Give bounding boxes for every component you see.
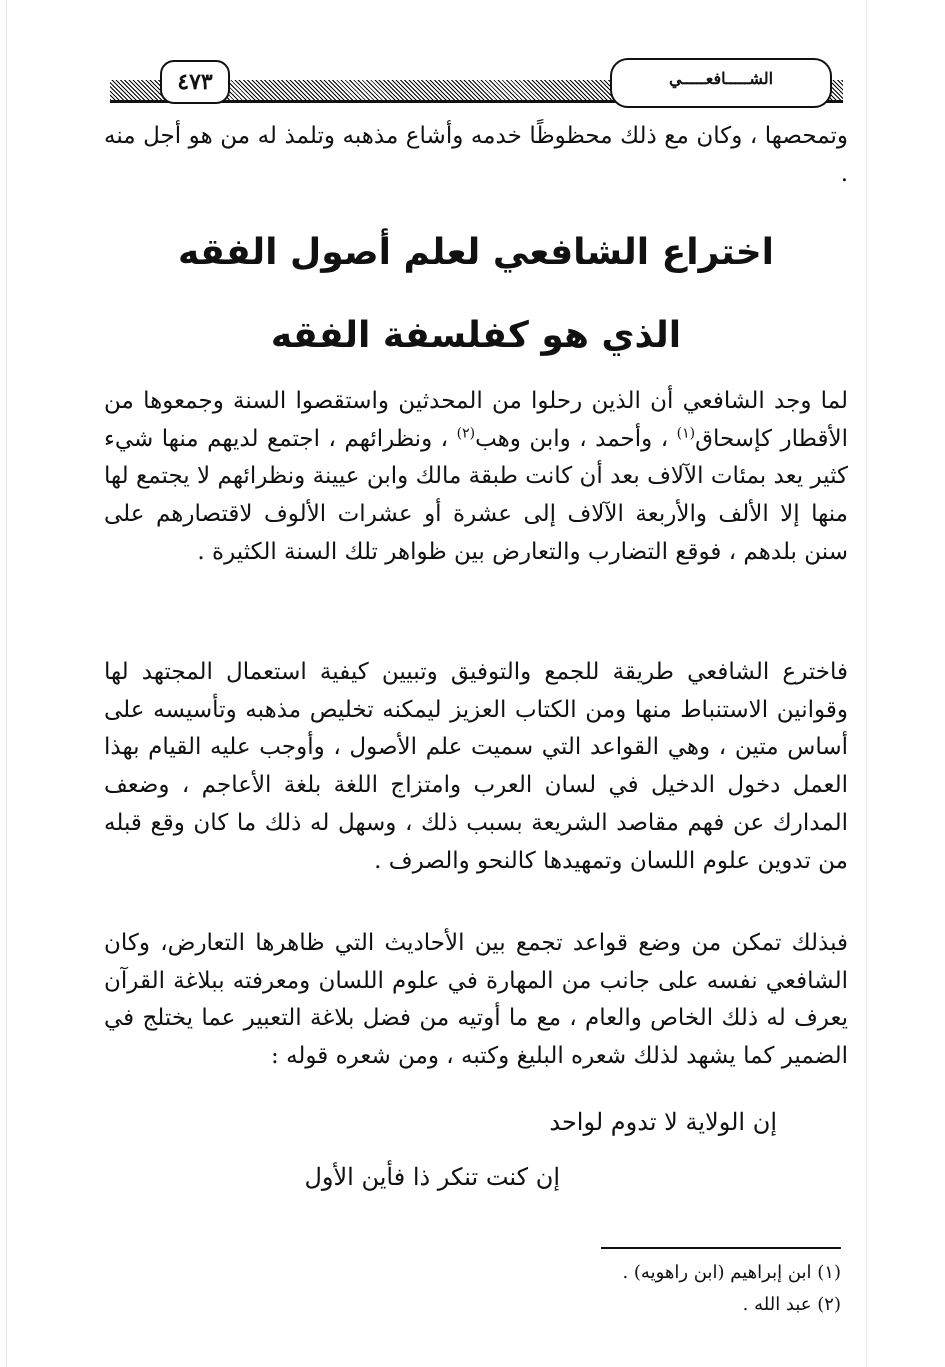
paragraph-2: فاخترع الشافعي طريقة للجمع والتوفيق وتبيين كيفية استعمال المجتهد لها وقوانين الاستنباط منها ومن الكتاب العزيز ليمكنه تخليص مذهبه وتأسيسه على أساس متين ، وهي القواعد التي سميت علم الأصول ، وأوجب عليه القيام بهذا العمل دخول الدخيل في لسان العرب وامتزاج اللغة بلغة الأعاجم ، وضعف المدارك عن فهم مقاصد الشريعة بسبب ذلك ، وسهل له ذلك ما كان وقع قبله من تدوين علوم اللسان وتمهيدها كالنحو والصرف .	[104, 659, 848, 874]
paragraph-1-text-b: ، وأحمد ، وابن وهب	[475, 425, 677, 452]
section-title-line1: اختراع الشافعي لعلم أصول الفقه	[178, 232, 774, 273]
paragraph-3: فبذلك تمكن من وضع قواعد تجمع بين الأحاديث التي ظاهرها التعارض، وكان الشافعي نفسه على جانب من المهارة في علوم اللسان ومعرفته ببلاغة القرآن يعرف له ذلك الخاص والعام ، مع ما أوتيه من فضل بلاغة التعبير عما يختلج في الضمير كما يشهد لذلك شعره البليغ وكتبه ، ومن شعره قوله :	[104, 930, 848, 1070]
footnote-1: (١) ابن إبراهيم (ابن راهويه) .	[622, 1262, 841, 1283]
footnote-marker-1: (١)	[676, 425, 696, 442]
page-number: ٤٧٣	[160, 60, 230, 104]
poem-verse-2: إن كنت تنكر ذا فأين الأول	[304, 1163, 560, 1191]
continuation-paragraph: وتمحصها ، وكان مع ذلك محظوظًا خدمه وأشاع مذهبه وتلمذ له من هو أجل منه .	[104, 123, 848, 187]
poem-verse-1: إن الولاية لا تدوم لواحد	[549, 1108, 777, 1136]
page-edge-line	[6, 0, 7, 1367]
footnote-separator	[601, 1247, 841, 1249]
paragraph-1	[104, 383, 848, 572]
page-edge-line	[866, 0, 867, 1367]
footnote-marker-2: (٢)	[456, 425, 476, 442]
footnote-2: (٢) عبد الله .	[742, 1294, 841, 1315]
running-title: الشـــــافعـــــي	[610, 58, 832, 108]
section-title-line2: الذي هو كفلسفة الفقه	[270, 315, 682, 356]
paragraph-1-text-a: لما وجد الشافعي أن الذين رحلوا من المحدثين واستقصوا السنة وجمعوها من الأقطار كإسحاق	[104, 388, 848, 452]
paragraph-1-text-c: ، ونظرائهم ، اجتمع لديهم منها شيء كثير يعد بمئات الآلاف بعد أن كانت طبقة مالك وابن عيينة ونظرائهم لا يجتمع لها منها إلا الألف والأربعة الآلاف إلى عشرة أو عشرات الألوف لاقتصارهم على سنن بلدهم ، فوقع التضارب والتعارض بين ظواهر تلك السنة الكثيرة .	[104, 425, 848, 565]
